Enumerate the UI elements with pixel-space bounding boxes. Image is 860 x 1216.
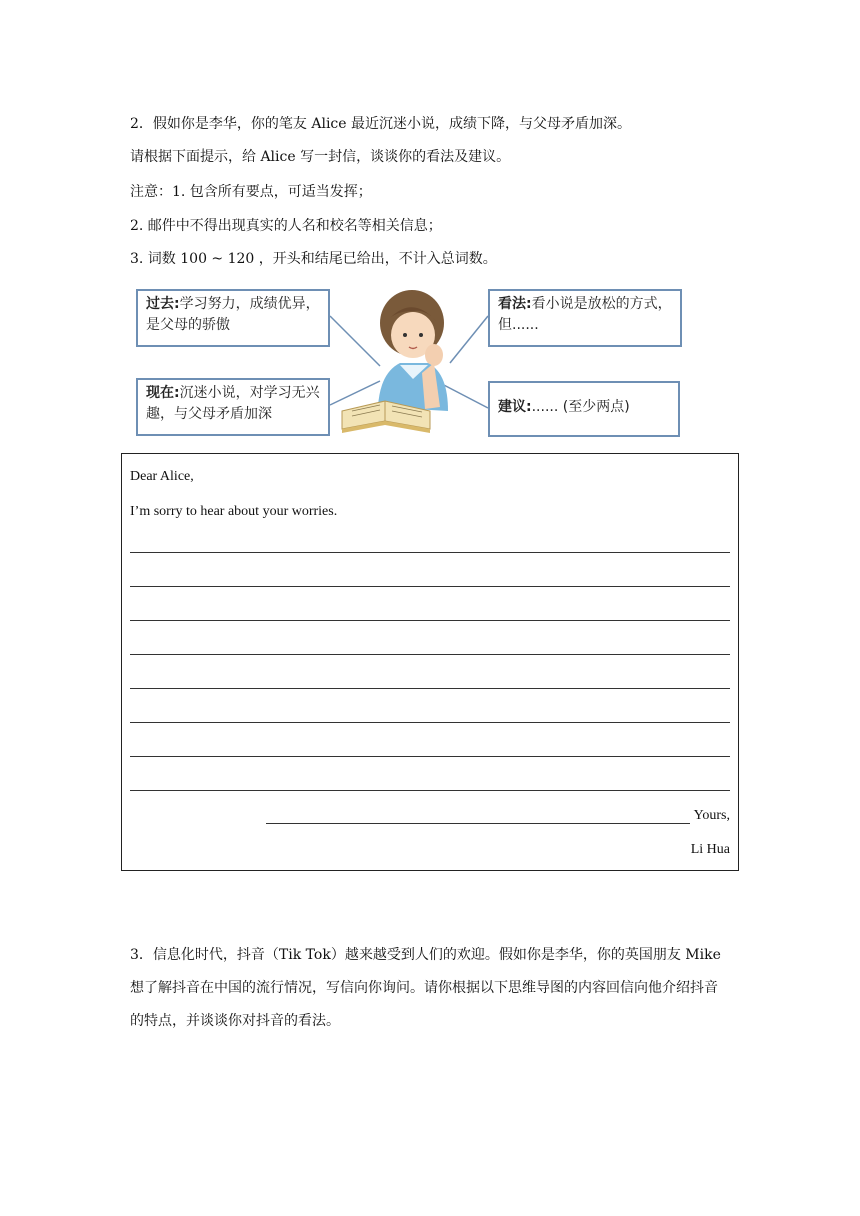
prompt-figure <box>130 283 686 443</box>
answer-line[interactable] <box>130 722 730 723</box>
q2-note-line3: 3. 词数 100 ~ 120 ，开头和结尾已给出，不计入总词数。 <box>130 251 497 267</box>
past-label: 过去: <box>146 296 180 312</box>
past-box <box>136 289 330 347</box>
letter-closing: Yours, <box>693 808 730 823</box>
past-text: 学习努力，成绩优异，是父母的骄傲 <box>146 296 320 333</box>
now-text: 沉迷小说，对学习无兴趣，与父母矛盾加深 <box>146 385 320 422</box>
view-text: 看小说是放松的方式，但...... <box>498 296 672 333</box>
q2-note-line1: 注意：1. 包含所有要点，可适当发挥； <box>130 184 372 200</box>
answer-line[interactable] <box>130 620 730 621</box>
advice-label: 建议: <box>498 399 532 415</box>
now-box <box>136 378 330 436</box>
answer-line[interactable] <box>130 586 730 587</box>
letter-opening: I’m sorry to hear about your worries. <box>130 504 338 519</box>
q2-prompt-line2: 请根据下面提示，给 Alice 写一封信，谈谈你的看法及建议。 <box>130 149 511 165</box>
answer-line[interactable] <box>130 552 730 553</box>
answer-line[interactable] <box>130 654 730 655</box>
q2-prompt-line1: 2．假如你是李华，你的笔友 Alice 最近沉迷小说，成绩下降，与父母矛盾加深。 <box>130 116 631 132</box>
answer-box <box>121 453 739 871</box>
answer-line[interactable] <box>130 756 730 757</box>
answer-line[interactable] <box>130 790 730 791</box>
advice-text: ...... (至少两点) <box>531 399 630 415</box>
now-label: 现在: <box>146 385 180 401</box>
q2-note-line2: 2. 邮件中不得出现真实的人名和校名等相关信息； <box>130 218 442 234</box>
q3-prompt: 3．信息化时代，抖音（Tik Tok）越来越受到人们的欢迎。假如你是李华，你的英国朋友 Mike 想了解抖音在中国的流行情况，写信向你询问。请你根据以下思维导图的内容回信向他介绍抖音的特点，并谈谈你对抖音的看法。 <box>130 947 721 1029</box>
answer-line[interactable] <box>130 688 730 689</box>
answer-line-final[interactable] <box>266 823 690 824</box>
view-box <box>488 289 682 347</box>
view-label: 看法: <box>498 296 532 312</box>
letter-greeting: Dear Alice, <box>130 469 194 484</box>
advice-box <box>488 381 680 437</box>
letter-signature: Li Hua <box>690 842 730 857</box>
